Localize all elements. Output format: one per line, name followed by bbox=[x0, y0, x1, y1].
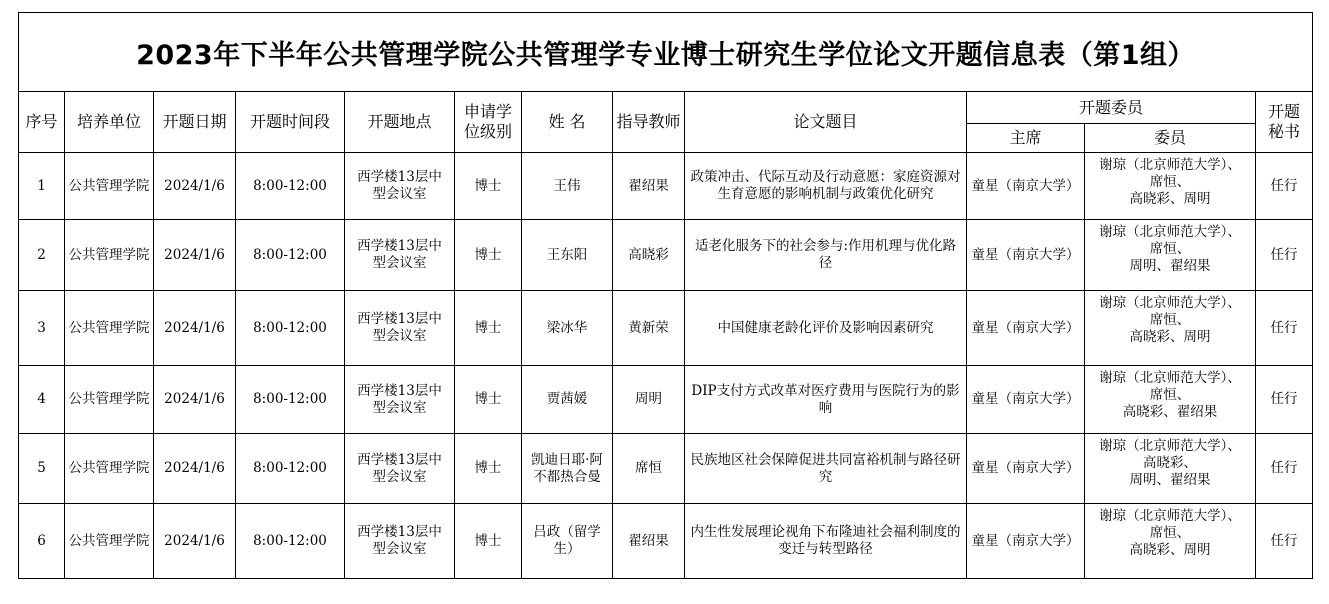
header-members: 委员 bbox=[1085, 124, 1256, 153]
header-date: 开题日期 bbox=[154, 92, 236, 153]
cell-seq: 3 bbox=[19, 291, 65, 366]
cell-secretary: 任行 bbox=[1256, 153, 1313, 220]
cell-date: 2024/1/6 bbox=[154, 153, 236, 220]
table-row bbox=[19, 153, 1313, 220]
cell-thesis-title: 中国健康老龄化评价及影响因素研究 bbox=[685, 291, 967, 366]
committee-member-line: 高晓彩、翟绍果 bbox=[1122, 404, 1218, 420]
cell-advisor: 翟绍果 bbox=[613, 504, 685, 579]
cell-degree-level: 博士 bbox=[455, 504, 522, 579]
header-secretary: 开题秘书 bbox=[1256, 92, 1313, 153]
committee-member-line: 席恒、 bbox=[1149, 241, 1191, 257]
cell-student-name: 凯迪日耶·阿不都热合曼 bbox=[522, 434, 613, 504]
header-seq: 序号 bbox=[19, 92, 65, 153]
table-row bbox=[19, 291, 1313, 366]
cell-secretary: 任行 bbox=[1256, 366, 1313, 434]
cell-thesis-title: DIP支付方式改革对医疗费用与医院行为的影响 bbox=[685, 366, 967, 434]
committee-member-line: 高晓彩、 bbox=[1143, 455, 1197, 471]
table-row bbox=[19, 434, 1313, 504]
header-committee: 开题委员 bbox=[967, 92, 1256, 124]
cell-time: 8:00-12:00 bbox=[236, 504, 345, 579]
table-row bbox=[19, 366, 1313, 434]
committee-member-line: 席恒、 bbox=[1149, 525, 1191, 541]
cell-time: 8:00-12:00 bbox=[236, 366, 345, 434]
cell-date: 2024/1/6 bbox=[154, 434, 236, 504]
committee-member-line: 高晓彩、周明 bbox=[1129, 542, 1211, 558]
cell-location: 西学楼13层中型会议室 bbox=[345, 220, 455, 291]
cell-chair: 童星（南京大学） bbox=[967, 434, 1085, 504]
cell-secretary: 任行 bbox=[1256, 220, 1313, 291]
cell-degree-level: 博士 bbox=[455, 366, 522, 434]
table-row bbox=[19, 220, 1313, 291]
cell-location: 西学楼13层中型会议室 bbox=[345, 434, 455, 504]
committee-member-line: 谢琼（北京师范大学）、 bbox=[1099, 224, 1241, 240]
header-time: 开题时间段 bbox=[236, 92, 345, 153]
cell-chair: 童星（南京大学） bbox=[967, 220, 1085, 291]
cell-unit: 公共管理学院 bbox=[65, 220, 154, 291]
cell-time: 8:00-12:00 bbox=[236, 434, 345, 504]
cell-committee-members bbox=[1085, 220, 1256, 291]
committee-member-line: 谢琼（北京师范大学）、 bbox=[1099, 295, 1241, 311]
cell-student-name: 王伟 bbox=[522, 153, 613, 220]
cell-chair: 童星（南京大学） bbox=[967, 366, 1085, 434]
cell-unit: 公共管理学院 bbox=[65, 153, 154, 220]
header-unit: 培养单位 bbox=[65, 92, 154, 153]
cell-committee-members bbox=[1085, 153, 1256, 220]
header-degree-level: 申请学位级别 bbox=[455, 92, 522, 153]
cell-date: 2024/1/6 bbox=[154, 291, 236, 366]
cell-secretary: 任行 bbox=[1256, 434, 1313, 504]
cell-degree-level: 博士 bbox=[455, 220, 522, 291]
cell-unit: 公共管理学院 bbox=[65, 291, 154, 366]
cell-date: 2024/1/6 bbox=[154, 504, 236, 579]
committee-member-line: 席恒、 bbox=[1149, 387, 1191, 403]
cell-seq: 2 bbox=[19, 220, 65, 291]
cell-committee-members bbox=[1085, 366, 1256, 434]
cell-degree-level: 博士 bbox=[455, 434, 522, 504]
cell-secretary: 任行 bbox=[1256, 291, 1313, 366]
committee-member-line: 周明、翟绍果 bbox=[1129, 258, 1211, 274]
cell-chair: 童星（南京大学） bbox=[967, 291, 1085, 366]
cell-advisor: 黄新荣 bbox=[613, 291, 685, 366]
committee-member-line: 周明、翟绍果 bbox=[1129, 472, 1211, 488]
cell-chair: 童星（南京大学） bbox=[967, 153, 1085, 220]
committee-member-line: 谢琼（北京师范大学）、 bbox=[1099, 508, 1241, 524]
cell-thesis-title: 适老化服务下的社会参与:作用机理与优化路径 bbox=[685, 220, 967, 291]
cell-unit: 公共管理学院 bbox=[65, 366, 154, 434]
page-title: 2023年下半年公共管理学院公共管理学专业博士研究生学位论文开题信息表（第1组） bbox=[19, 13, 1313, 92]
cell-advisor: 周明 bbox=[613, 366, 685, 434]
cell-advisor: 翟绍果 bbox=[613, 153, 685, 220]
committee-member-line: 席恒、 bbox=[1149, 312, 1191, 328]
cell-time: 8:00-12:00 bbox=[236, 291, 345, 366]
cell-committee-members bbox=[1085, 504, 1256, 579]
cell-time: 8:00-12:00 bbox=[236, 220, 345, 291]
thesis-proposal-table bbox=[18, 12, 1313, 579]
committee-member-line: 席恒、 bbox=[1149, 174, 1191, 190]
cell-degree-level: 博士 bbox=[455, 291, 522, 366]
cell-date: 2024/1/6 bbox=[154, 366, 236, 434]
cell-seq: 4 bbox=[19, 366, 65, 434]
cell-committee-members bbox=[1085, 291, 1256, 366]
cell-thesis-title: 民族地区社会保障促进共同富裕机制与路径研究 bbox=[685, 434, 967, 504]
header-chair: 主席 bbox=[967, 124, 1085, 153]
cell-student-name: 梁冰华 bbox=[522, 291, 613, 366]
committee-member-line: 谢琼（北京师范大学）、 bbox=[1099, 438, 1241, 454]
committee-member-line: 谢琼（北京师范大学）、 bbox=[1099, 370, 1241, 386]
cell-location: 西学楼13层中型会议室 bbox=[345, 291, 455, 366]
cell-unit: 公共管理学院 bbox=[65, 434, 154, 504]
cell-time: 8:00-12:00 bbox=[236, 153, 345, 220]
cell-student-name: 贾茜媛 bbox=[522, 366, 613, 434]
header-location: 开题地点 bbox=[345, 92, 455, 153]
cell-date: 2024/1/6 bbox=[154, 220, 236, 291]
cell-advisor: 高晓彩 bbox=[613, 220, 685, 291]
cell-location: 西学楼13层中型会议室 bbox=[345, 153, 455, 220]
cell-degree-level: 博士 bbox=[455, 153, 522, 220]
cell-chair: 童星（南京大学） bbox=[967, 504, 1085, 579]
committee-member-line: 高晓彩、周明 bbox=[1129, 191, 1211, 207]
committee-member-line: 谢琼（北京师范大学）、 bbox=[1099, 157, 1241, 173]
cell-committee-members bbox=[1085, 434, 1256, 504]
header-thesis-title: 论文题目 bbox=[685, 92, 967, 153]
table-row bbox=[19, 504, 1313, 579]
cell-seq: 6 bbox=[19, 504, 65, 579]
cell-thesis-title: 内生性发展理论视角下布隆迪社会福利制度的变迁与转型路径 bbox=[685, 504, 967, 579]
cell-thesis-title: 政策冲击、代际互动及行动意愿：家庭资源对生育意愿的影响机制与政策优化研究 bbox=[685, 153, 967, 220]
cell-advisor: 席恒 bbox=[613, 434, 685, 504]
cell-student-name: 王东阳 bbox=[522, 220, 613, 291]
cell-location: 西学楼13层中型会议室 bbox=[345, 504, 455, 579]
header-advisor: 指导教师 bbox=[613, 92, 685, 153]
cell-unit: 公共管理学院 bbox=[65, 504, 154, 579]
cell-secretary: 任行 bbox=[1256, 504, 1313, 579]
cell-seq: 1 bbox=[19, 153, 65, 220]
cell-seq: 5 bbox=[19, 434, 65, 504]
table-body bbox=[19, 153, 1313, 579]
header-name: 姓 名 bbox=[522, 92, 613, 153]
cell-student-name: 吕政（留学生） bbox=[522, 504, 613, 579]
committee-member-line: 高晓彩、周明 bbox=[1129, 329, 1211, 345]
cell-location: 西学楼13层中型会议室 bbox=[345, 366, 455, 434]
